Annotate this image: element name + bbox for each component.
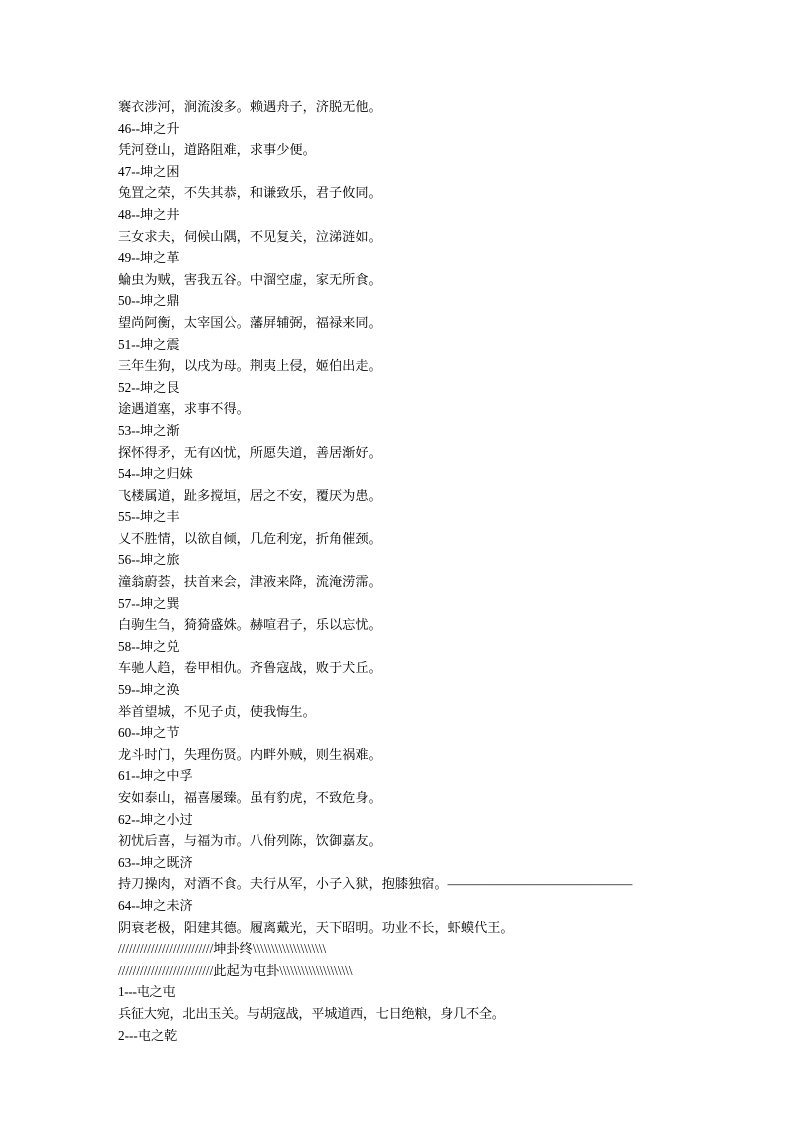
text-line: 凭河登山，道路阻难，求事少便。 [118,142,316,158]
text-line: 59--坤之涣 [118,682,180,698]
text-line: 车驰人趋，卷甲相仇。齐鲁寇战，败于犬丘。 [118,660,382,676]
text-line: 兔罝之荣，不失其恭，和谦致乐，君子攸同。 [118,185,382,201]
text-line: 57--坤之巽 [118,595,180,611]
text-line: 初忧后喜，与福为市。八佾列陈，饮御嘉友。 [118,833,382,849]
text-line: 60--坤之节 [118,725,180,741]
text-line: 2---屯之乾 [118,1027,178,1043]
text-line: 探怀得矛，无有凶忧，所愿失道，善居渐好。 [118,444,382,460]
section-separator-line: 1---屯之屯 [118,984,176,1000]
text-line: 61--坤之中孚 [118,768,193,784]
text-line: 褰衣涉河，涧流浚多。赖遇舟子，济脱无他。 [118,99,382,114]
text-line: //////////////////////////坤卦终\\\\\\\\\\\\\\\\\\\\ [118,941,327,957]
text-line: 63--坤之既济 [118,854,193,870]
text-line: 阴衰老极，阳建其德。履离戴光，天下昭明。功业不长，虾蟆代王。 [118,919,514,935]
text-line: 三年生狗，以戌为母。荆夷上侵，姬伯出走。 [118,358,382,374]
text-line: 47--坤之困 [118,163,180,179]
text-line: 62--坤之小过 [118,811,193,827]
text-line: 54--坤之归妹 [118,466,193,482]
text-line: 46--坤之升 [118,120,180,136]
text-line: 安如泰山，福喜屡臻。虽有豹虎，不致危身。 [118,790,382,805]
text-line: //////////////////////////此起为屯卦\\\\\\\\\\\\\\\\\\\\ [118,962,353,978]
text-line: 飞楼属道，趾多搅垣，居之不安，覆厌为患。 [118,487,382,503]
text-line: 望尚阿衡，太宰国公。藩屏辅弼，福禄来同。 [118,314,382,330]
text-line: 48--坤之井 [118,206,180,222]
text-line: 途遇道塞，求事不得。 [118,401,250,417]
text-line: 潼翁蔚荟，扶首来会，津液来降，流淹涝霈。 [118,574,382,590]
text-line: 举首望城，不见子贞，使我悔生。 [118,703,316,719]
text-line: 蜦虫为贼，害我五谷。中溜空虚，家无所食。 [118,271,382,287]
text-line: 乂不胜情，以欲自倾，几危利宠，折角催颈。 [118,530,382,546]
text-line: 50--坤之鼎 [118,293,180,309]
text-line: 51--坤之震 [118,336,180,352]
text-line: 56--坤之旅 [118,552,180,568]
text-line: 52--坤之艮 [118,379,180,395]
text-line: 白驹生刍，猗猗盛姝。赫喧君子，乐以忘忧。 [118,617,382,633]
text-line: 58--坤之兑 [118,638,180,654]
section-separator-line: 兵征大宛，北出玉关。与胡寇战，平城道西，七日绝粮，身几不全。 [118,1005,505,1021]
text-line: 持刀操肉，对酒不食。夫行从军，小子入狱，抱膝独宿。—————————————— [118,876,633,892]
text-line: 龙斗时门，失理伤贤。内畔外贼，则生祸难。 [118,746,382,762]
text-line: 三女求夫，伺候山隅，不见复关，泣涕涟如。 [118,228,382,244]
text-line: 55--坤之丰 [118,509,180,525]
document-body [118,96,675,1046]
text-line: 53--坤之渐 [118,422,180,438]
text-line: 49--坤之革 [118,250,180,266]
text-line: 64--坤之未济 [118,897,193,913]
